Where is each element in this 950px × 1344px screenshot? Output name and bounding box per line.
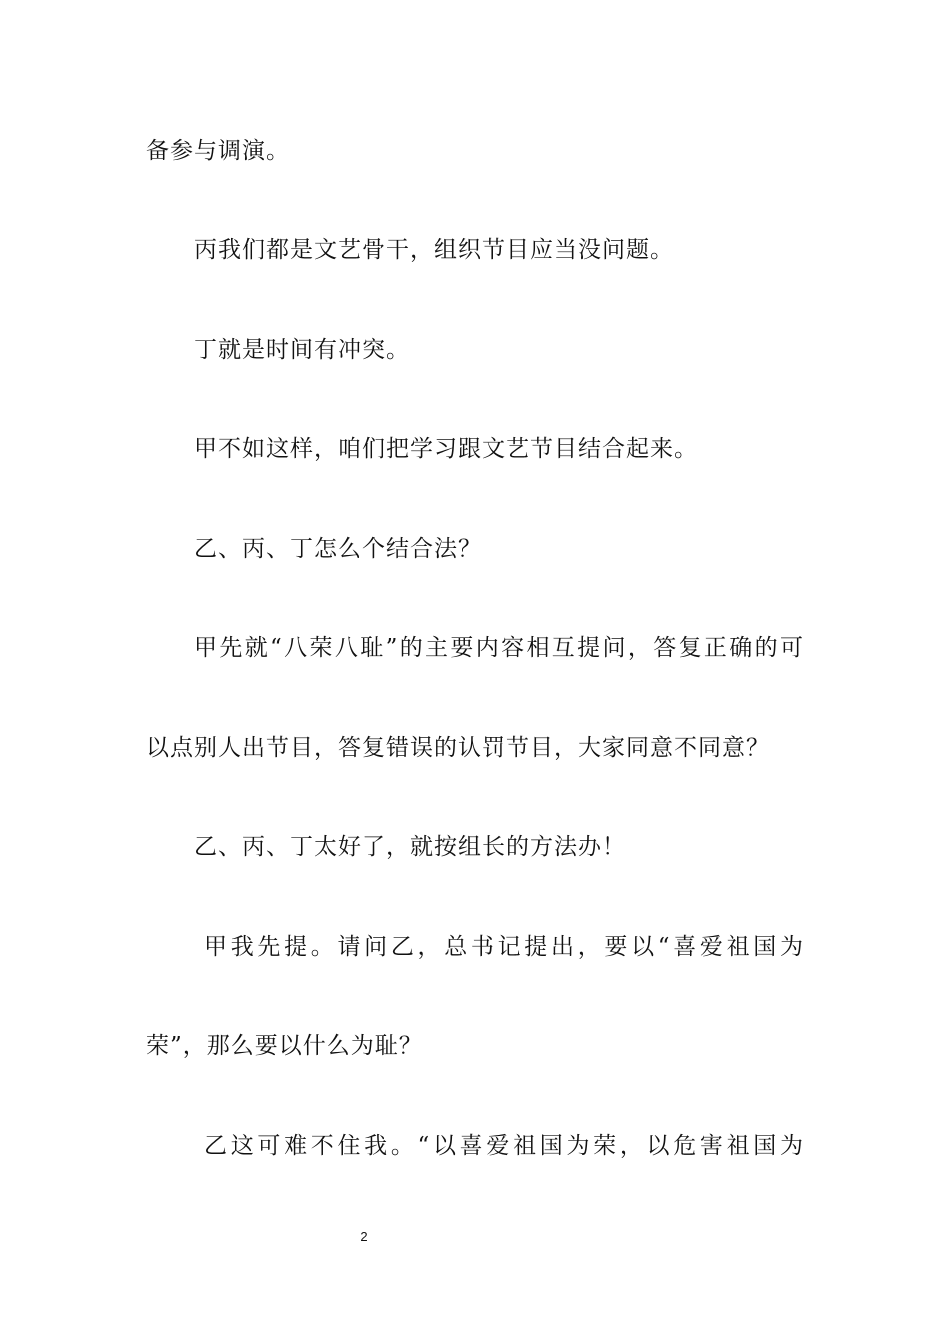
- text-line: 甲不如这样，咱们把学习跟文艺节目结合起来。: [194, 436, 698, 462]
- text-line: 甲先就“八荣八耻”的主要内容相互提问，答复正确的可: [194, 635, 804, 661]
- text-line: 备参与调演。: [146, 138, 290, 164]
- text-line: 乙这可难不住我。“以喜爱祖国为荣，以危害祖国为: [204, 1133, 804, 1159]
- text-line: 甲我先提。请问乙，总书记提出，要以“喜爱祖国为: [204, 934, 804, 960]
- text-line: 乙、丙、丁怎么个结合法？: [194, 536, 482, 562]
- text-line: 乙、丙、丁太好了，就按组长的方法办！: [194, 834, 626, 860]
- text-line: 丙我们都是文艺骨干，组织节目应当没问题。: [194, 237, 674, 263]
- text-line: 荣”，那么要以什么为耻？: [146, 1033, 423, 1059]
- text-line: 以点别人出节目，答复错误的认罚节目，大家同意不同意？: [146, 735, 770, 761]
- text-line: 丁就是时间有冲突。: [194, 337, 410, 363]
- page-number: 2: [360, 1229, 368, 1244]
